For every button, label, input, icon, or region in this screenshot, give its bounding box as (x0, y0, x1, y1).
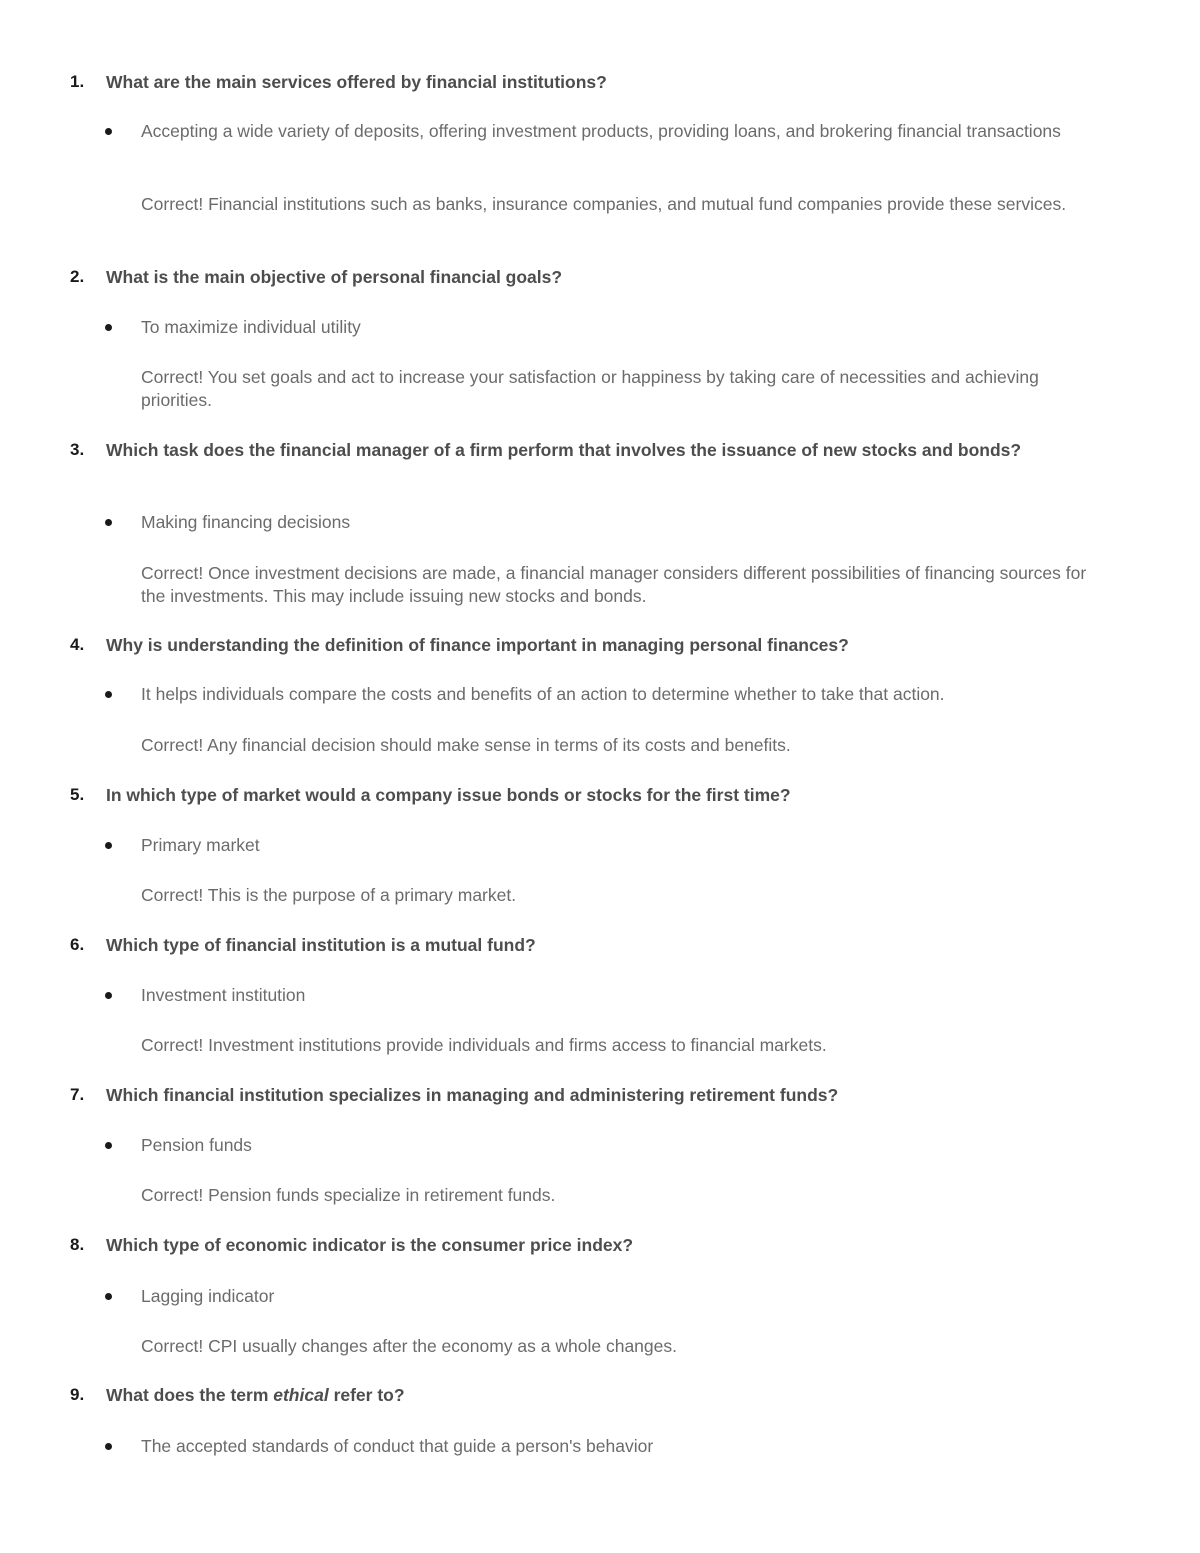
bullet-icon (105, 519, 112, 526)
question-text: In which type of market would a company issue bonds or stocks for the first time? (106, 785, 791, 805)
bullet-icon (105, 1443, 112, 1450)
bullet-icon (105, 128, 112, 135)
bullet-icon (105, 992, 112, 999)
answer-text: Primary market (141, 835, 260, 855)
feedback-text: Correct! Investment institutions provide individuals and firms access to financial markets. (141, 1035, 827, 1055)
question-number: 6. (70, 935, 85, 954)
question-text: Which task does the financial manager of a firm perform that involves the issuance of new stocks and bonds? (106, 440, 1022, 460)
answer-text: Lagging indicator (141, 1286, 275, 1306)
question-text: Which type of financial institution is a mutual fund? (106, 935, 536, 955)
question-text: What are the main services offered by financial institutions? (106, 72, 607, 92)
question-text: Why is understanding the definition of finance important in managing personal finances? (106, 635, 849, 655)
feedback-text: Correct! Financial institutions such as banks, insurance companies, and mutual fund companies provide these services. (141, 194, 1067, 214)
question-text (106, 1384, 1096, 1406)
answer-text: The accepted standards of conduct that guide a person's behavior (141, 1436, 654, 1456)
feedback-text: Correct! Pension funds specialize in retirement funds. (141, 1185, 556, 1205)
answer-text: It helps individuals compare the costs and benefits of an action to determine whether to take that action. (141, 684, 945, 704)
question-number: 8. (70, 1235, 85, 1254)
question-number: 4. (70, 635, 85, 654)
question-number: 2. (70, 267, 85, 286)
answer-text: Pension funds (141, 1135, 252, 1155)
question-item (0, 266, 1200, 288)
question-number: 5. (70, 785, 85, 804)
question-number: 3. (70, 440, 85, 459)
question-emphasis: ethical (273, 1385, 329, 1405)
question-number: 1. (70, 72, 85, 91)
feedback-text: Correct! This is the purpose of a primary market. (141, 885, 517, 905)
answer-text: Investment institution (141, 985, 306, 1005)
answer-text: To maximize individual utility (141, 317, 361, 337)
bullet-icon (105, 1293, 112, 1300)
answer-text: Accepting a wide variety of deposits, offering investment products, providing loans, and brokering financial transactions (141, 121, 1061, 141)
feedback-text: Correct! You set goals and act to increase your satisfaction or happiness by taking care of necessities and achieving priorities. (141, 367, 1039, 410)
question-text: Which financial institution specializes in managing and administering retirement funds? (106, 1085, 839, 1105)
feedback-text: Correct! CPI usually changes after the economy as a whole changes. (141, 1336, 677, 1356)
question-number: 7. (70, 1085, 85, 1104)
bullet-icon (105, 324, 112, 331)
bullet-icon (105, 842, 112, 849)
bullet-icon (105, 691, 112, 698)
feedback-text: Correct! Any financial decision should make sense in terms of its costs and benefits. (141, 735, 791, 755)
question-text-start: What does the term (106, 1385, 274, 1405)
answer-text: Making financing decisions (141, 512, 351, 532)
question-text-end: refer to? (328, 1385, 405, 1405)
bullet-icon (105, 1142, 112, 1149)
question-item (0, 71, 1200, 93)
question-number: 9. (70, 1385, 85, 1404)
question-text: Which type of economic indicator is the consumer price index? (106, 1235, 634, 1255)
question-text: What is the main objective of personal financial goals? (106, 267, 563, 287)
feedback-text: Correct! Once investment decisions are made, a financial manager considers different possibilities of financing sources for the investments. This may include issuing new stocks and bonds. (141, 563, 1087, 606)
